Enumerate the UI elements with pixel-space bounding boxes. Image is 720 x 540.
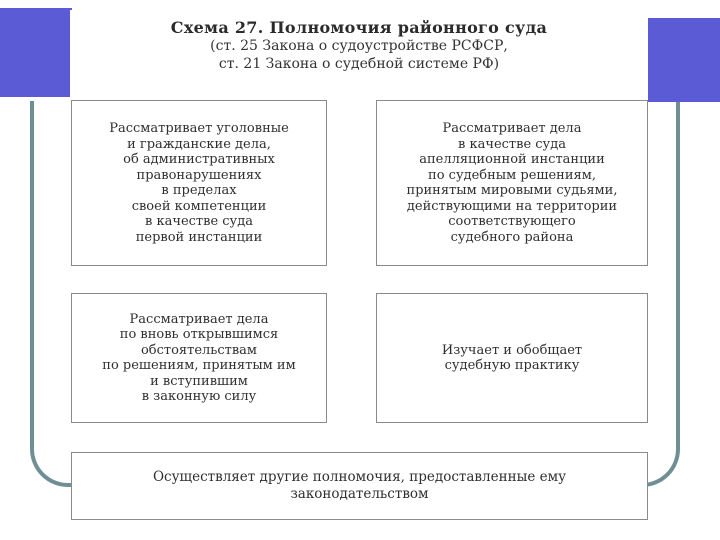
power-box-practice-review: [376, 293, 648, 423]
box-text-line: в качестве суда: [458, 136, 566, 152]
box-text-line: по вновь открывшимся: [119, 327, 279, 342]
box-text-line: соответствующего: [448, 214, 576, 229]
power-box-appeal: [376, 100, 648, 266]
diagram-subtitle-line-2: ст. 21 Закона о судебной системе РФ): [218, 56, 500, 72]
power-box-new-circumstances: [71, 293, 327, 423]
box-text-line: по судебным решениям,: [428, 167, 596, 183]
box-text-line: Осуществляет другие полномочия, предоставленные ему: [152, 469, 567, 485]
box-text-line: обстоятельствам: [140, 342, 258, 358]
box-text-line: в законную силу: [141, 389, 257, 404]
box-text-line: своей компетенции: [131, 198, 267, 214]
decorative-band-right: [647, 18, 720, 102]
box-text-line: Рассматривает дела: [442, 121, 582, 136]
box-text-line: судебную практику: [444, 358, 580, 373]
decorative-band-line: [0, 97, 72, 101]
box-text-line: законодательством: [290, 486, 429, 502]
diagram-subtitle-line-1: (ст. 25 Закона о судоустройстве РСФСР,: [210, 38, 508, 54]
box-text-line: судебного района: [450, 229, 574, 245]
power-box-other: [71, 452, 648, 520]
power-box-first-instance: [71, 100, 327, 266]
box-text-line: и вступившим: [150, 373, 248, 389]
box-text-line: Изучает и обобщает: [441, 342, 583, 358]
box-text-line: принятым мировыми судьями,: [406, 183, 618, 198]
header: [70, 10, 648, 100]
box-text-line: правонарушениях: [136, 167, 262, 183]
box-text-line: и гражданские дела,: [127, 136, 271, 152]
box-text-line: первой инстанции: [135, 229, 263, 245]
decorative-band-left: [0, 8, 72, 98]
diagram-title: Схема 27. Полномочия районного суда: [170, 18, 548, 37]
box-text-line: апелляционной инстанции: [419, 152, 605, 167]
box-text-line: по решениям, принятым им: [102, 358, 296, 373]
box-text-line: Рассматривает уголовные: [109, 121, 289, 136]
box-text-line: в пределах: [161, 183, 237, 198]
box-text-line: действующими на территории: [406, 198, 618, 214]
box-text-line: в качестве суда: [145, 214, 253, 229]
box-text-line: об административных: [123, 152, 275, 167]
box-text-line: Рассматривает дела: [129, 311, 269, 327]
